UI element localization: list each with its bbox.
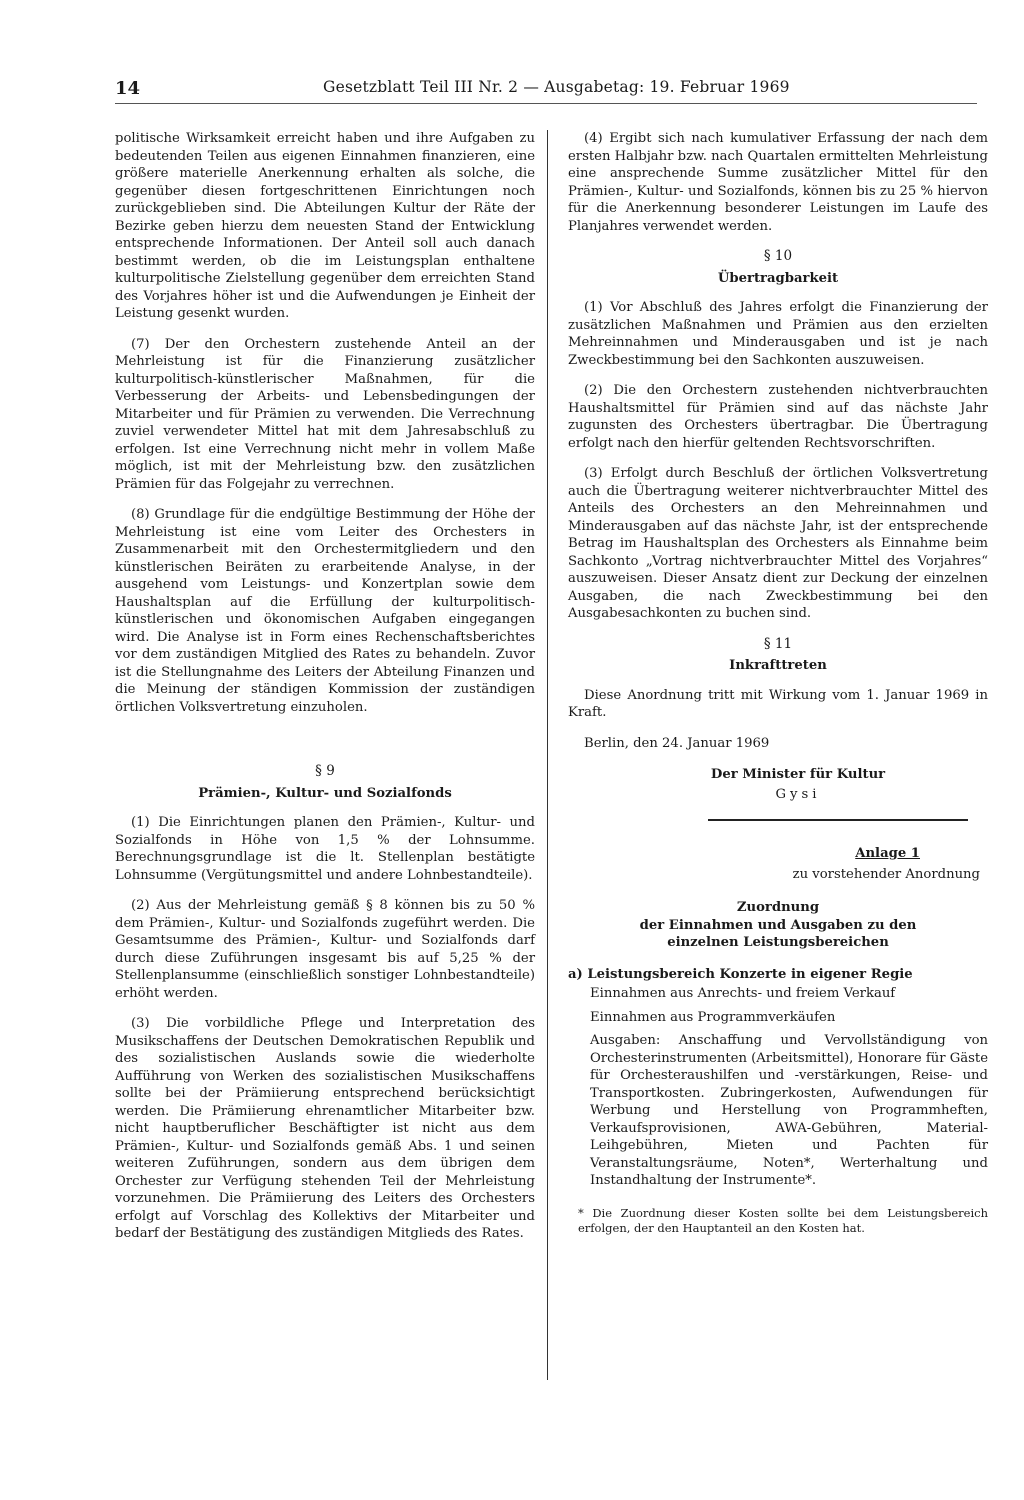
allocation-title-line-3: einzelnen Leistungsbereichen: [667, 935, 889, 950]
allocation-title: [568, 899, 988, 952]
signature-rule: [708, 819, 968, 821]
column-divider: [547, 130, 548, 1380]
allocation-title-line-1: Zuordnung: [736, 900, 820, 915]
allocation-title-line-2: der Einnahmen und Ausgaben zu den: [639, 917, 917, 933]
page-number: 14: [115, 78, 141, 99]
item-a-heading: a) Leistungsbereich Konzerte in eigener Regie: [568, 966, 913, 982]
paragraph-4: (4) Ergibt sich nach kumulativer Erfassung der nach dem ersten Halbjahr bzw. nach Quartalen ermittelten Mehrleistung eine ansprechende Summe zusätzlicher Mittel für den Prämien-, Kultur- und Sozialfonds, können bis zu 25 % hiervon für die Anerkennung besonderer Leistungen im Laufe des Planjahres verwendet werden.: [568, 131, 988, 234]
item-a-expenses: Ausgaben: Anschaffung und Vervollständigung von Orchesterinstrumenten (Arbeitsmittel), Honorare für Gäste für Orchesteraushilfen und -verstärkungen, Reise- und Transportkosten. Zubringerkosten, Aufwendungen für Werbung und Herstellung von Programmheften, Verkaufsprovisionen, AWA-Gebühren, Material-Leihgebühren, Mieten und Pachten für Veranstaltungsräume, Noten*, Werterhaltung und Instandhaltung der Instrumente*.: [590, 1033, 988, 1188]
annex-title: Anlage 1: [855, 846, 920, 861]
section-10-paragraph-1: (1) Vor Abschluß des Jahres erfolgt die Finanzierung der zusätzlichen Maßnahmen und Prämien aus den erzielten Mehreinnahmen und Minderausgaben und ist je nach Zweckbestimmung bei den Sachkonten auszuweisen.: [568, 300, 988, 368]
spacer: [115, 729, 535, 753]
header-rule: [115, 103, 977, 104]
section-9-paragraph-1: (1) Die Einrichtungen planen den Prämien-, Kultur- und Sozialfonds in Höhe von 1,5 % der Lohnsumme. Berechnungsgrundlage ist die lt. Stellenplan bestätigte Lohnsumme (Vergütungsmittel und andere Lohnbestandteile).: [115, 815, 535, 883]
place-date: Berlin, den 24. Januar 1969: [584, 735, 770, 751]
section-10-paragraph-3: (3) Erfolgt durch Beschluß der örtlichen Volksvertretung auch die Übertragung weiterer nichtverbrauchter Mittel des Anteils des Orchesters an den Mehreinnahmen und Minderausgaben auf das nächste Jahr, ist der entsprechende Betrag im Haushaltsplan des Orchesters als Einnahme beim Sachkonto „Vortrag nichtverbrauchter Mittel des Vorjahres“ auszuweisen. Dieser Ansatz dient zur Deckung der einzelnen Ausgaben, die nach Zweckbestimmung bei den Ausgabesachkonten zu buchen sind.: [568, 466, 988, 621]
minister-role: Der Minister für Kultur: [710, 767, 886, 782]
section-9-number: § 9: [315, 763, 335, 779]
gazette-title: Gesetzblatt Teil III Nr. 2 — Ausgabetag: 19. Februar 1969: [323, 78, 790, 96]
section-10-paragraph-2: (2) Die den Orchestern zustehenden nichtverbrauchten Haushaltsmittel für Prämien sind auf das nächste Jahr zugunsten des Orchesters übertragbar. Die Übertragung erfolgt nach den hierfür geltenden Rechtsvorschriften.: [568, 383, 988, 451]
section-11-number: § 11: [763, 635, 793, 652]
footnote: * Die Zuordnung dieser Kosten sollte bei dem Leistungsbereich erfolgen, der den Hauptanteil an den Kosten hat.: [578, 1205, 988, 1235]
item-a-income-1: Einnahmen aus Anrechts- und freiem Verkauf: [590, 986, 896, 1001]
item-a-income-2: Einnahmen aus Programmverkäufen: [590, 1009, 836, 1025]
section-9-title: Prämien-, Kultur- und Sozialfonds: [198, 785, 452, 801]
item-a-body: [590, 985, 988, 1190]
section-9-paragraph-2: (2) Aus der Mehrleistung gemäß § 8 können bis zu 50 % dem Prämien-, Kultur- und Sozialfonds zugeführt werden. Die Gesamtsumme des Prämien-, Kultur- und Sozialfonds darf durch diese Zuführungen insgesamt bis auf 5,25 % der Stellenplansumme (einschließlich sonstiger Lohnbestandteile) erhöht werden.: [115, 898, 535, 1001]
section-11-title: Inkrafttreten: [729, 658, 827, 673]
minister-name: Gysi: [775, 786, 821, 802]
left-column: [115, 130, 535, 1256]
section-10-title: Übertragbarkeit: [717, 270, 839, 286]
paragraph-7: (7) Der den Orchestern zustehende Anteil an der Mehrleistung ist für die Finanzierung zusätzlicher kulturpolitisch-künstlerischer Maßnahmen, für die Verbesserung der Arbeits- und Lebensbedingungen der Mitarbeiter und für Prämien zu verwenden. Die Verrechnung zuviel verwendeter Mittel hat mit dem Jahresabschluß zu erfolgen. Ist eine Verrechnung nicht mehr in vollem Maße möglich, ist mit der Mehrleistung bzw. den zusätzlichen Prämien für das Folgejahr zu verrechnen.: [115, 336, 535, 492]
section-11-paragraph-1: Diese Anordnung tritt mit Wirkung vom 1. Januar 1969 in Kraft.: [568, 687, 988, 720]
annex-subtitle: zu vorstehender Anordnung: [792, 866, 980, 882]
right-column: [568, 130, 988, 1236]
page-header: [115, 78, 977, 106]
section-9-paragraph-3: (3) Die vorbildliche Pflege und Interpretation des Musikschaffens der Deutschen Demokratischen Republik und des sozialistischen Auslands sowie die wiederholte Aufführung von Werken des sozialistischen Musikschaffens sollte bei der Prämiierung entsprechend berücksichtigt werden. Die Prämiierung ehrenamtlicher Mitarbeiter bzw. nicht hauptberuflicher Beschäftigter ist nicht aus dem Prämien-, Kultur- und Sozialfonds gemäß Abs. 1 und seinen weiteren Zuführungen, sondern aus dem übrigen dem Orchester zur Verfügung stehenden Teil der Mehrleistung vorzunehmen. Die Prämiierung des Leiters des Orchesters erfolgt auf Vorschlag des Kollektivs der Mitarbeiter und bedarf der Bestätigung des zuständigen Mitglieds des Rates.: [115, 1016, 535, 1241]
section-10-number: § 10: [763, 248, 793, 264]
paragraph-8: (8) Grundlage für die endgültige Bestimmung der Höhe der Mehrleistung ist eine vom Leiter des Orchesters in Zusammenarbeit mit den Orchestermitgliedern und den künstlerischen Beiräten zu erarbeitende Analyse, in der ausgehend vom Leistungs- und Konzertplan sowie dem Haushaltsplan auf die Erfüllung der kulturpolitisch-künstlerischen und ökonomischen Aufgaben eingegangen wird. Die Analyse ist in Form eines Rechenschaftsberichtes vor dem zuständigen Mitglied des Rates zu behandeln. Zuvor ist die Stellungnahme des Leiters der Abteilung Finanzen und die Meinung der ständigen Kommission der zuständigen örtlichen Volksvertretung einzuholen.: [115, 507, 535, 715]
paragraph-continuation: politische Wirksamkeit erreicht haben und ihre Aufgaben zu bedeutenden Teilen aus eigenen Einnahmen finanzieren, eine größere materielle Anerkennung erhalten als solche, die gegenüber diesen fortgeschrittenen Einrichtungen noch zurückgeblieben sind. Die Abteilungen Kultur der Räte der Bezirke geben hierzu dem neuesten Stand der Entwicklung entsprechende Informationen. Der Anteil soll auch danach bestimmt werden, ob die im Leistungsplan enthaltene kulturpolitische Zielstellung gegenüber dem erreichten Stand des Vorjahres höher ist und die Aufwendungen je Einheit der Leistung gesenkt wurden.: [115, 131, 535, 321]
